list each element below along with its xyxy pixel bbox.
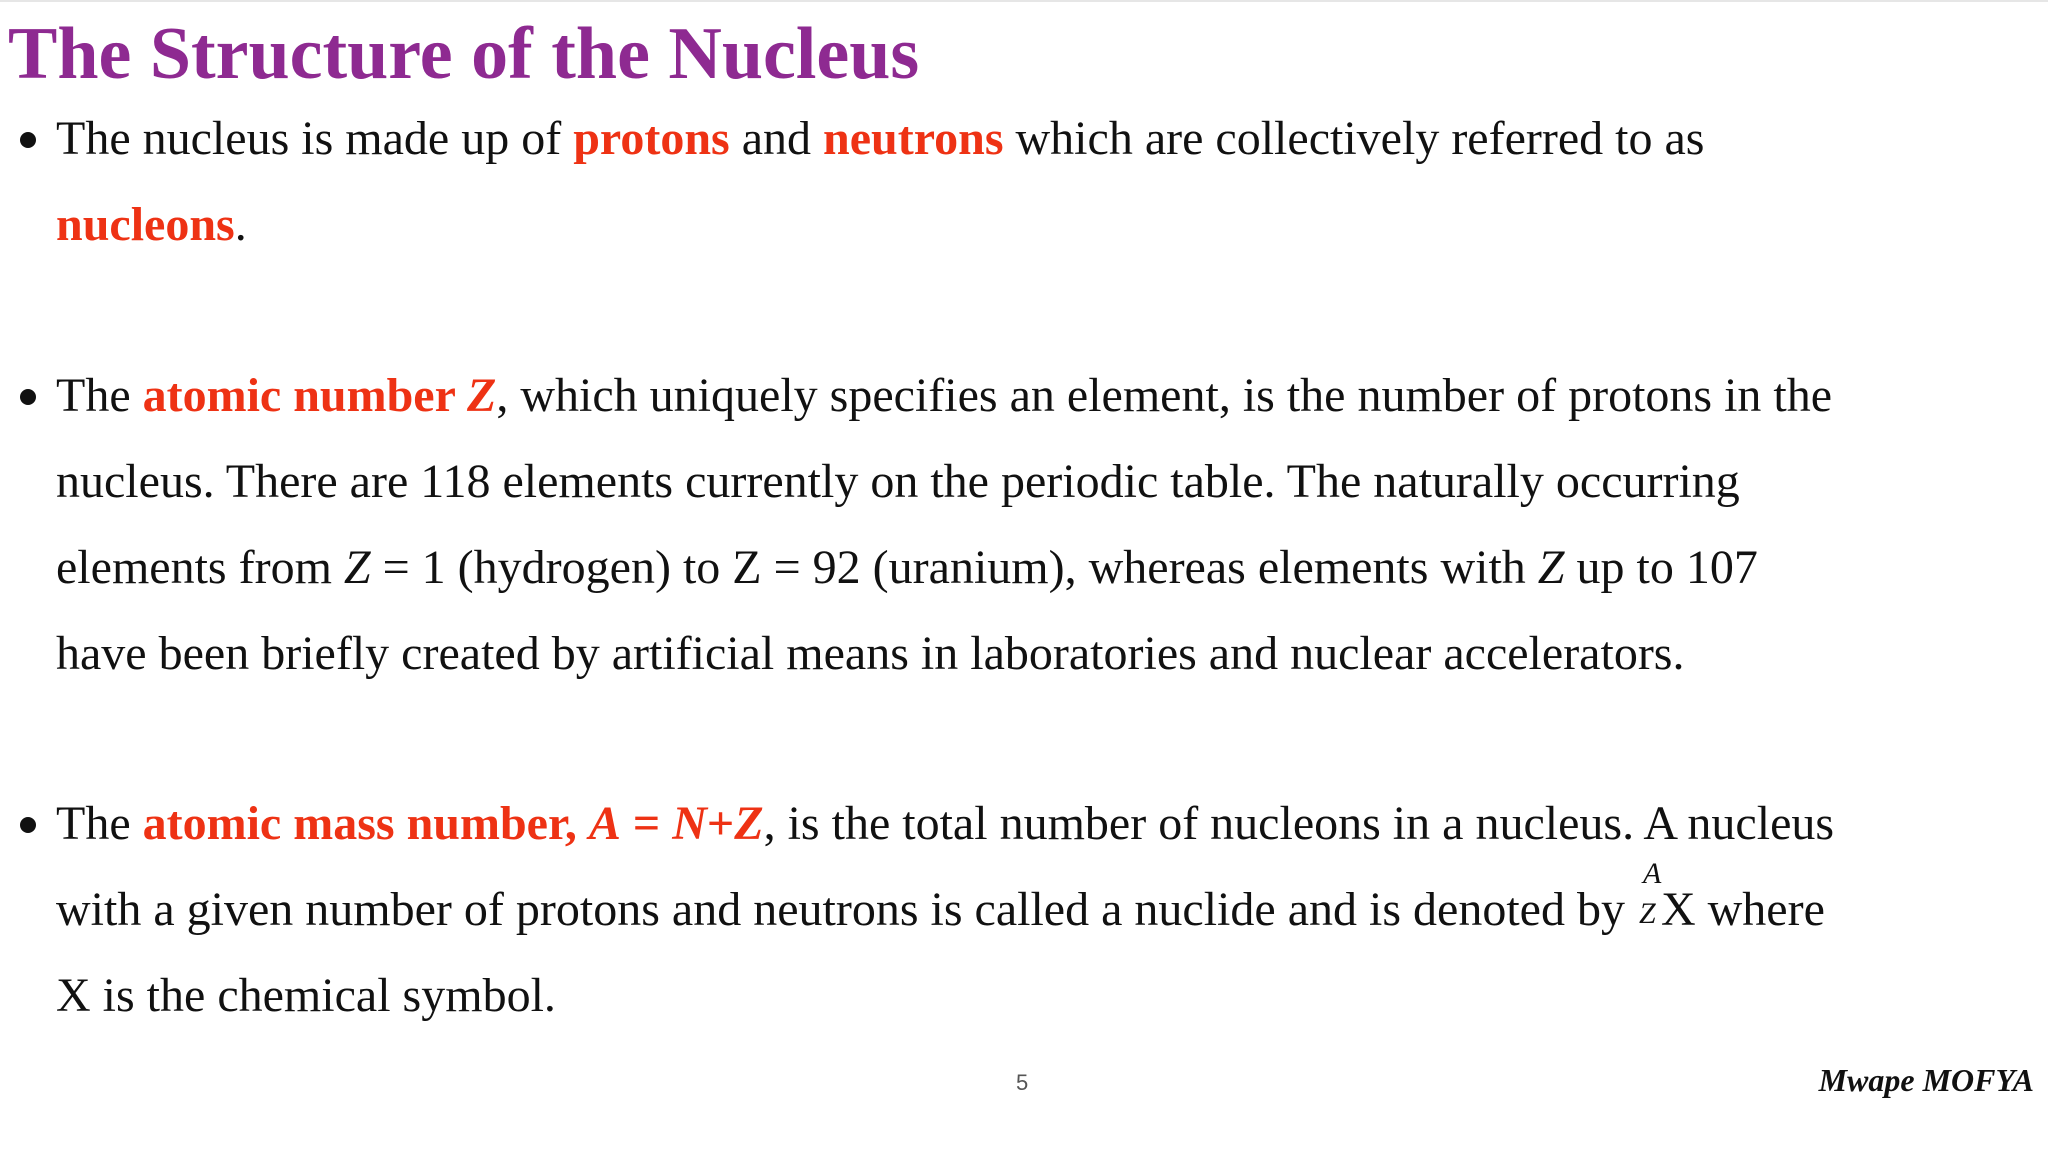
term-protons: protons — [573, 112, 730, 165]
author-footer: Mwape MOFYA — [1818, 1062, 2034, 1098]
text-run: = 1 (hydrogen) to Z = 92 (uranium), whereas elements with — [370, 541, 1538, 594]
bullet-line — [56, 781, 2040, 867]
bullet-line: X is the chemical symbol. — [56, 969, 556, 1022]
text-run: which are collectively referred to as — [1003, 112, 1705, 165]
text-run: and — [729, 112, 824, 165]
text-run: The — [56, 369, 143, 422]
bullet-text — [56, 96, 2040, 268]
atomic-number-subscript: Z — [1638, 897, 1656, 930]
symbol-z: Z — [343, 541, 371, 594]
element-symbol: X — [1660, 883, 1696, 936]
term-atomic-mass-number: atomic mass number, — [142, 797, 589, 850]
bullet-dot-icon — [20, 817, 36, 833]
bullet-atomic-number — [20, 353, 2040, 697]
text-run: elements from — [56, 541, 344, 594]
slide-title: The Structure of the Nucleus — [8, 13, 920, 95]
bullet-line — [56, 525, 2040, 611]
text-run: where — [1695, 883, 1825, 936]
term-nucleons: nucleons — [56, 198, 235, 251]
top-border — [0, 0, 2048, 2]
bullet-line — [56, 353, 2040, 439]
term-neutrons: neutrons — [823, 112, 1004, 165]
bullet-line — [56, 96, 2040, 182]
equals-sign: = — [620, 797, 673, 850]
bullet-dot-icon — [20, 132, 36, 148]
text-run: with a given number of protons and neutrons is called a nuclide and is denoted by — [56, 883, 1637, 936]
bullet-line: nucleus. There are 118 elements currently on the periodic table. The naturally occurring — [56, 455, 1740, 508]
bullet-line — [56, 857, 2040, 953]
text-run: The nucleus is made up of — [56, 112, 574, 165]
page-number: 5 — [1016, 1070, 1029, 1095]
text-run: The — [56, 797, 143, 850]
term-atomic-number: atomic number — [142, 369, 468, 422]
symbol-z: Z — [1537, 541, 1565, 594]
bullet-nucleons — [20, 96, 2040, 268]
plus-sign: + — [706, 797, 735, 850]
symbol-z: Z — [734, 797, 764, 850]
symbol-a: A — [588, 797, 621, 850]
bullet-line: have been briefly created by artificial means in laboratories and nuclear accelerators. — [56, 627, 1685, 680]
bullet-line — [56, 182, 2040, 268]
symbol-n: N — [672, 797, 707, 850]
bullet-text — [56, 781, 2040, 1039]
nuclide-notation — [1637, 857, 1662, 930]
text-run: . — [234, 198, 247, 251]
bullet-mass-number — [20, 781, 2040, 1039]
text-run: , is the total number of nucleons in a nucleus. A nucleus — [763, 797, 1835, 850]
text-run: up to 107 — [1564, 541, 1758, 594]
text-run: , which uniquely specifies an element, is the number of protons in the — [496, 369, 1833, 422]
mass-number-superscript: A — [1642, 857, 1662, 890]
symbol-z: Z — [467, 369, 497, 422]
bullet-text — [56, 353, 2040, 697]
bullet-dot-icon — [20, 389, 36, 405]
